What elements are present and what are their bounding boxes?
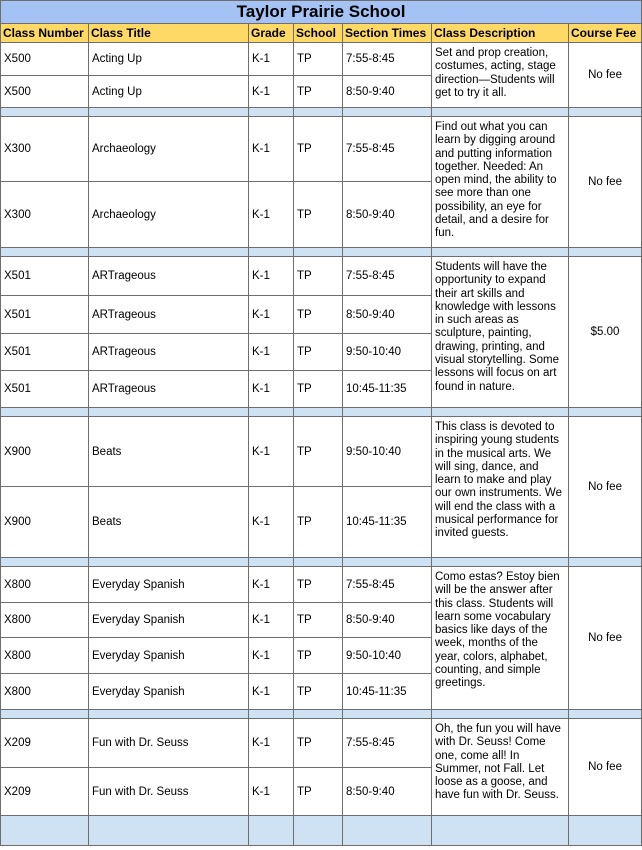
class-description: Como estas? Estoy bien will be the answer after this class. Students will learn some vocabulary basics like days of the week, months of the year, colors, alphabet, counting, and simple greetings. — [432, 567, 569, 710]
class-number: X500 — [1, 43, 89, 76]
blank-cell — [343, 558, 432, 567]
class-title: Everyday Spanish — [89, 674, 249, 710]
blank-cell — [89, 558, 249, 567]
blank-cell — [569, 816, 642, 846]
blank-cell — [432, 108, 569, 117]
class-title: Beats — [89, 417, 249, 487]
header-class-description: Class Description — [432, 24, 569, 43]
class-number: X300 — [1, 182, 89, 248]
class-number: X501 — [1, 257, 89, 296]
section-time: 10:45-11:35 — [343, 487, 432, 558]
course-fee: No fee — [569, 117, 642, 248]
blank-cell — [249, 816, 294, 846]
header-grade: Grade — [249, 24, 294, 43]
blank-cell — [249, 710, 294, 719]
section-time: 7:55-8:45 — [343, 43, 432, 76]
header-section-times: Section Times — [343, 24, 432, 43]
grade: K-1 — [249, 719, 294, 768]
class-title: ARTrageous — [89, 334, 249, 371]
separator-row — [1, 408, 642, 417]
school: TP — [294, 296, 343, 334]
class-number: X501 — [1, 371, 89, 408]
blank-cell — [1, 558, 89, 567]
class-description: Set and prop creation, costumes, acting, stage direction—Students will get to try it all. — [432, 43, 569, 108]
blank-cell — [249, 248, 294, 257]
section-time: 9:50-10:40 — [343, 334, 432, 371]
class-title: ARTrageous — [89, 257, 249, 296]
grade: K-1 — [249, 603, 294, 638]
separator-row — [1, 710, 642, 719]
separator-row — [1, 558, 642, 567]
class-title: Everyday Spanish — [89, 638, 249, 674]
blank-cell — [432, 408, 569, 417]
header-class-title: Class Title — [89, 24, 249, 43]
blank-cell — [294, 248, 343, 257]
class-title: Everyday Spanish — [89, 603, 249, 638]
grade: K-1 — [249, 182, 294, 248]
blank-cell — [1, 108, 89, 117]
class-title: ARTrageous — [89, 371, 249, 408]
blank-cell — [569, 248, 642, 257]
course-fee: No fee — [569, 43, 642, 108]
school: TP — [294, 638, 343, 674]
section-time: 7:55-8:45 — [343, 257, 432, 296]
separator-row — [1, 108, 642, 117]
class-number: X800 — [1, 674, 89, 710]
blank-cell — [249, 558, 294, 567]
blank-cell — [343, 108, 432, 117]
header-class-number: Class Number — [1, 24, 89, 43]
footer-row — [1, 816, 642, 846]
section-time: 7:55-8:45 — [343, 117, 432, 182]
blank-cell — [294, 710, 343, 719]
blank-cell — [569, 710, 642, 719]
class-number: X800 — [1, 567, 89, 603]
grade: K-1 — [249, 487, 294, 558]
grade: K-1 — [249, 768, 294, 816]
section-time: 9:50-10:40 — [343, 417, 432, 487]
section-time: 8:50-9:40 — [343, 76, 432, 108]
grade: K-1 — [249, 334, 294, 371]
grade: K-1 — [249, 567, 294, 603]
blank-cell — [294, 558, 343, 567]
blank-cell — [569, 408, 642, 417]
table-row — [1, 417, 642, 487]
school: TP — [294, 487, 343, 558]
class-title: Acting Up — [89, 76, 249, 108]
class-number: X500 — [1, 76, 89, 108]
class-description: Oh, the fun you will have with Dr. Seuss! Come one, come all! In Summer, not Fall. Let loose as a goose, and have fun with Dr. Seuss. — [432, 719, 569, 816]
class-title: Acting Up — [89, 43, 249, 76]
course-fee: No fee — [569, 719, 642, 816]
class-title: Archaeology — [89, 182, 249, 248]
blank-cell — [89, 408, 249, 417]
header-school: School — [294, 24, 343, 43]
blank-cell — [432, 710, 569, 719]
class-description: Find out what you can learn by digging around and putting information together. Needed: An open mind, the ability to see more than one possibility, an eye for detail, and a desire for fun. — [432, 117, 569, 248]
class-number: X209 — [1, 719, 89, 768]
grade: K-1 — [249, 43, 294, 76]
school: TP — [294, 768, 343, 816]
blank-cell — [294, 408, 343, 417]
grade: K-1 — [249, 674, 294, 710]
blank-cell — [89, 710, 249, 719]
blank-cell — [569, 108, 642, 117]
course-fee: No fee — [569, 567, 642, 710]
school: TP — [294, 567, 343, 603]
school: TP — [294, 76, 343, 108]
blank-cell — [249, 108, 294, 117]
grade: K-1 — [249, 76, 294, 108]
grade: K-1 — [249, 371, 294, 408]
section-time: 8:50-9:40 — [343, 768, 432, 816]
school: TP — [294, 719, 343, 768]
blank-cell — [89, 108, 249, 117]
blank-cell — [249, 408, 294, 417]
section-time: 9:50-10:40 — [343, 638, 432, 674]
table-row — [1, 117, 642, 182]
blank-cell — [1, 710, 89, 719]
blank-cell — [343, 248, 432, 257]
grade: K-1 — [249, 296, 294, 334]
class-number: X900 — [1, 487, 89, 558]
section-time: 10:45-11:35 — [343, 371, 432, 408]
separator-row — [1, 248, 642, 257]
table-row — [1, 567, 642, 603]
blank-cell — [343, 710, 432, 719]
section-time: 8:50-9:40 — [343, 603, 432, 638]
section-time: 7:55-8:45 — [343, 719, 432, 768]
table-row — [1, 257, 642, 296]
section-time: 7:55-8:45 — [343, 567, 432, 603]
school: TP — [294, 417, 343, 487]
blank-cell — [343, 816, 432, 846]
class-number: X800 — [1, 603, 89, 638]
grade: K-1 — [249, 638, 294, 674]
blank-cell — [432, 558, 569, 567]
course-fee: No fee — [569, 417, 642, 558]
blank-cell — [294, 816, 343, 846]
blank-cell — [1, 816, 89, 846]
grade: K-1 — [249, 257, 294, 296]
class-number: X209 — [1, 768, 89, 816]
header-row — [1, 24, 642, 43]
school: TP — [294, 43, 343, 76]
blank-cell — [89, 248, 249, 257]
class-title: Archaeology — [89, 117, 249, 182]
class-title: Beats — [89, 487, 249, 558]
section-time: 8:50-9:40 — [343, 182, 432, 248]
blank-cell — [343, 408, 432, 417]
blank-cell — [1, 248, 89, 257]
school: TP — [294, 257, 343, 296]
blank-cell — [432, 248, 569, 257]
blank-cell — [294, 108, 343, 117]
grade: K-1 — [249, 417, 294, 487]
class-number: X800 — [1, 638, 89, 674]
school: TP — [294, 674, 343, 710]
blank-cell — [89, 816, 249, 846]
class-number: X501 — [1, 296, 89, 334]
class-description: Students will have the opportunity to expand their art skills and knowledge with lessons in such areas as sculpture, painting, drawing, printing, and visual storytelling. Some lessons will focus on art found in nature. — [432, 257, 569, 408]
class-title: ARTrageous — [89, 296, 249, 334]
section-time: 10:45-11:35 — [343, 674, 432, 710]
table-row — [1, 719, 642, 768]
blank-cell — [569, 558, 642, 567]
section-time: 8:50-9:40 — [343, 296, 432, 334]
class-title: Everyday Spanish — [89, 567, 249, 603]
school: TP — [294, 603, 343, 638]
school: TP — [294, 334, 343, 371]
class-title: Fun with Dr. Seuss — [89, 768, 249, 816]
class-description: This class is devoted to inspiring young students in the musical arts. We will sing, dance, and learn to make and play our own instruments. We will end the class with a musical performance for invited guests. — [432, 417, 569, 558]
course-fee: $5.00 — [569, 257, 642, 408]
school: TP — [294, 117, 343, 182]
table-row — [1, 43, 642, 76]
class-number: X300 — [1, 117, 89, 182]
blank-cell — [1, 408, 89, 417]
school-title: Taylor Prairie School — [1, 1, 642, 24]
grade: K-1 — [249, 117, 294, 182]
header-course-fee: Course Fee — [569, 24, 642, 43]
class-title: Fun with Dr. Seuss — [89, 719, 249, 768]
class-number: X900 — [1, 417, 89, 487]
school: TP — [294, 182, 343, 248]
school: TP — [294, 371, 343, 408]
class-number: X501 — [1, 334, 89, 371]
blank-cell — [432, 816, 569, 846]
